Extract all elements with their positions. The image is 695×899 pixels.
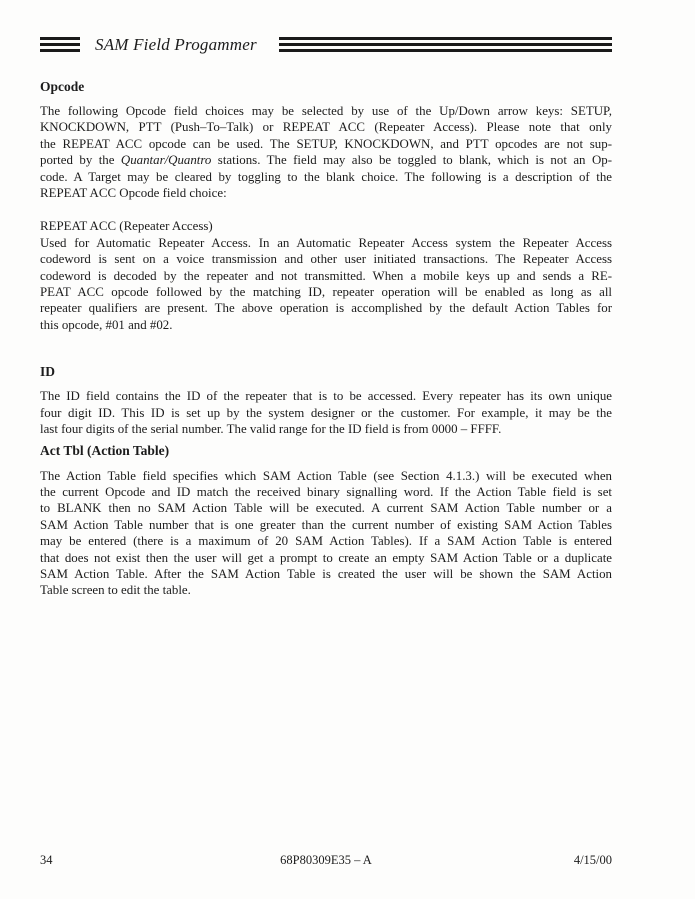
text-line: REPEAT ACC (Repeater Access) bbox=[40, 219, 213, 234]
section-heading: ID bbox=[40, 364, 56, 380]
text-line: Table screen to edit the table. bbox=[40, 583, 191, 598]
text-line: KNOCKDOWN, PTT (Push–To–Talk) or REPEAT ACC (Repeater Access). Please note that only bbox=[40, 120, 612, 135]
text-line: PEAT ACC opcode followed by the matching ID, repeater operation will be enabled as long as all bbox=[40, 285, 612, 300]
text-line: SAM Action Table number that is one greater than the current number of existing SAM Action Tables bbox=[40, 517, 612, 532]
text-line: REPEAT ACC Opcode field choice: bbox=[40, 186, 227, 201]
text-line: last four digits of the serial number. The valid range for the ID field is from 0000 – FFFF. bbox=[40, 422, 502, 437]
paragraph bbox=[40, 218, 612, 333]
document-number: 68P80309E35 – A bbox=[280, 853, 372, 867]
text-line: ported by the Quantar/Quantro stations. The field may also be toggled to blank, which is not an Op- bbox=[40, 153, 612, 168]
text-line: code. A Target may be cleared by toggling to the blank choice. The following is a description of the bbox=[40, 169, 612, 184]
document-body bbox=[40, 80, 612, 599]
text-line: the REPEAT ACC opcode can be used. The SETUP, KNOCKDOWN, and PTT opcodes are not sup- bbox=[40, 136, 612, 151]
text-line: The Action Table field specifies which SAM Action Table (see Section 4.1.3.) will be executed when bbox=[40, 468, 612, 483]
text-line: may be entered (there is a maximum of 20 SAM Action Tables). If a SAM Action Table is entered bbox=[40, 534, 612, 549]
page-header bbox=[40, 36, 612, 53]
section-heading: Opcode bbox=[40, 79, 85, 94]
text-line: Used for Automatic Repeater Access. In an Automatic Repeater Access system the Repeater Access bbox=[40, 235, 612, 250]
text-line: the current Opcode and ID match the received binary signalling word. If the Action Table field is set bbox=[40, 484, 612, 499]
section-id-field bbox=[40, 365, 612, 437]
text-line: The following Opcode field choices may be selected by use of the Up/Down arrow keys: SETUP, bbox=[40, 104, 612, 118]
section-repeat-acc bbox=[40, 218, 612, 333]
section-opcode bbox=[40, 80, 612, 201]
paragraph bbox=[40, 103, 612, 201]
text-line: The ID field contains the ID of the repeater that is to be accessed. Every repeater has its own unique bbox=[40, 389, 612, 404]
paragraph bbox=[40, 468, 612, 599]
text-line: four digit ID. This ID is set up by the system designer or the customer. For example, it may be the bbox=[40, 405, 612, 420]
document-title: SAM Field Progammer bbox=[95, 35, 257, 54]
header-rule-right-icon bbox=[279, 37, 612, 52]
text-line: codeword is decoded by the repeater and not transmitted. When a mobile keys up and sends a RE- bbox=[40, 268, 612, 283]
paragraph bbox=[40, 388, 612, 437]
text-line: to BLANK then no SAM Action Table will be executed. A current SAM Action Table number or a bbox=[40, 501, 612, 516]
section-heading: Act Tbl (Action Table) bbox=[40, 442, 170, 458]
page-footer bbox=[40, 853, 612, 868]
text-line: repeater qualifiers are present. The above operation is accomplished by the default Action Tables for bbox=[40, 301, 612, 316]
header-rule-left-icon bbox=[40, 37, 80, 52]
text-line: that does not exist then the user will get a prompt to create an empty SAM Action Table or a duplicate bbox=[40, 550, 612, 565]
text-line: SAM Action Table. After the SAM Action Table is created the user will be shown the SAM Action bbox=[40, 566, 612, 581]
footer-date: 4/15/00 bbox=[573, 853, 613, 867]
text-line: codeword is sent on a voice transmission and other user initiated transactions. The Repeater Access bbox=[40, 252, 612, 267]
text-line: this opcode, #01 and #02. bbox=[40, 317, 173, 332]
page-number: 34 bbox=[40, 853, 53, 867]
section-act-tbl bbox=[40, 444, 612, 599]
